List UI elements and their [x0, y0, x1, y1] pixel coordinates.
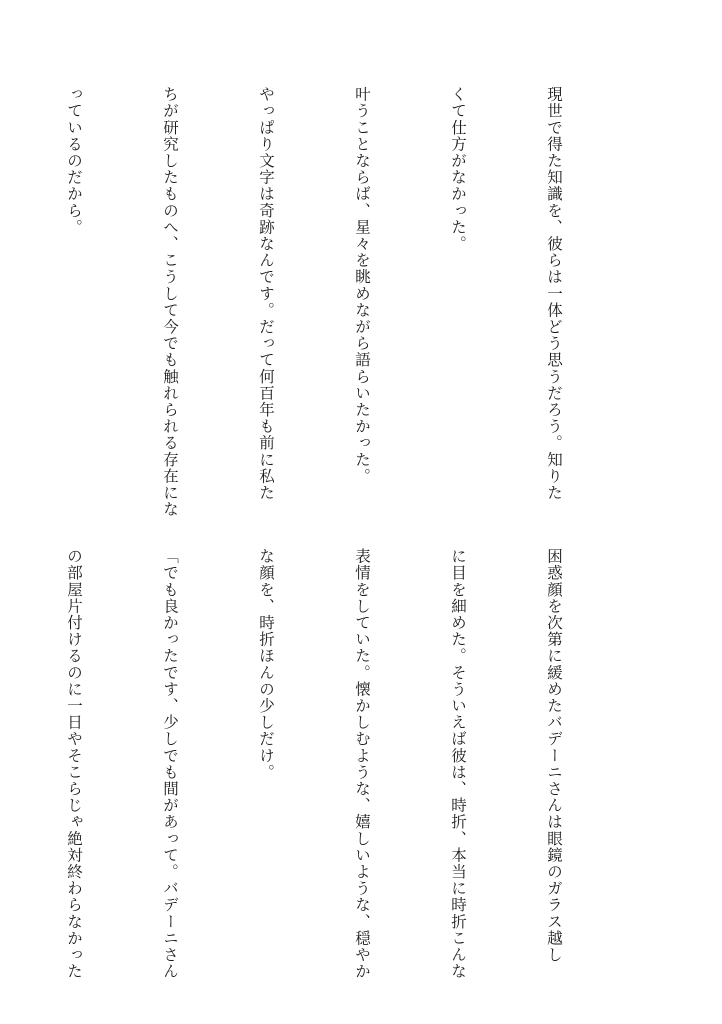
text-column: な顔を、時折ほんの少しだけ。 [257, 548, 275, 781]
text-column: に目を細めた。そういえば彼は、時折、本当に時折こんな [449, 548, 467, 980]
text-block-bottom [65, 548, 634, 980]
text-column: 叶うことならば、星々を眺めながら語らいたかった。 [353, 86, 371, 485]
text-column: の部屋片付けるのに一日やそこらじゃ絶対終わらなかった [65, 548, 83, 980]
text-column: やっぱり文字は奇跡なんです。だって何百年も前に私た [257, 86, 275, 501]
text-column: 困惑顔を次第に緩めたバデーニさんは眼鏡のガラス越し [545, 548, 563, 963]
text-column: 「でも良かったです、少しでも間があって。バデーニさん [161, 548, 179, 980]
text-column: 現世で得た知識を、彼らは一体どう思うだろう。知りた [545, 86, 563, 501]
text-column: 表情をしていた。懐かしむような、嬉しいような、穏やか [353, 548, 371, 980]
text-column: ちが研究したものへ、こうして今でも触れられる存在にな [161, 86, 179, 518]
text-column: くて仕方がなかった。 [449, 86, 467, 252]
text-column: っているのだから。 [65, 86, 83, 236]
text-block-top [65, 86, 634, 518]
